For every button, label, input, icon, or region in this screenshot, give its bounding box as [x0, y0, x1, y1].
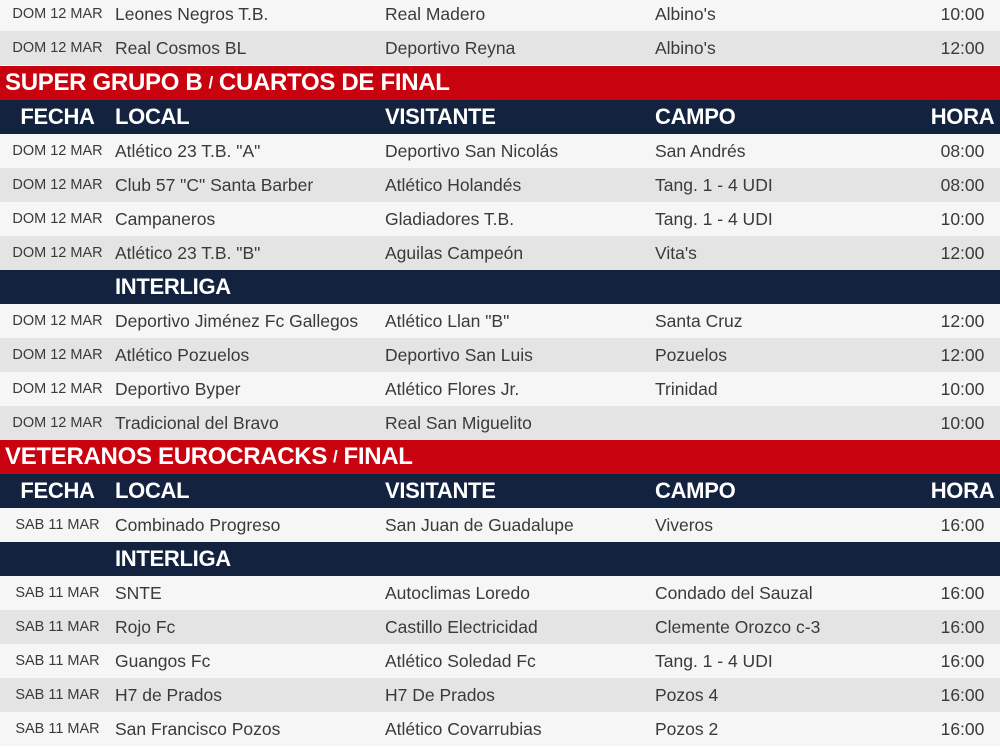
- match-time: 10:00: [940, 208, 985, 229]
- match-time: 08:00: [940, 174, 985, 195]
- header-visitante: VISITANTE: [385, 478, 496, 503]
- field-name: Vita's: [655, 242, 697, 263]
- field-name: Clemente Orozco c-3: [655, 616, 821, 637]
- match-time: 10:00: [940, 378, 985, 399]
- home-team: Atlético 23 T.B. "A": [115, 140, 261, 161]
- away-team: Atlético Covarrubias: [385, 718, 542, 739]
- away-team: Atlético Soledad Fc: [385, 650, 536, 671]
- field-name: Santa Cruz: [655, 310, 743, 331]
- home-team: San Francisco Pozos: [115, 718, 281, 739]
- home-team: Atlético 23 T.B. "B": [115, 242, 261, 263]
- field-name: Pozos 4: [655, 684, 719, 705]
- header-hora: HORA: [930, 478, 995, 503]
- home-team: Leones Negros T.B.: [115, 3, 269, 24]
- away-team: Deportivo San Nicolás: [385, 140, 559, 161]
- section-name: SUPER GRUPO B: [5, 69, 203, 96]
- header-visitante: VISITANTE: [385, 104, 496, 129]
- match-row: [0, 338, 1000, 372]
- match-date: DOM 12 MAR: [12, 381, 103, 397]
- header-local: LOCAL: [115, 104, 190, 129]
- match-time: 12:00: [940, 310, 985, 331]
- field-name: Tang. 1 - 4 UDI: [655, 650, 773, 671]
- match-row: [0, 372, 1000, 406]
- away-team: Atlético Holandés: [385, 174, 522, 195]
- match-date: DOM 12 MAR: [12, 177, 103, 193]
- away-team: Aguilas Campeón: [385, 242, 524, 263]
- home-team: Rojo Fc: [115, 616, 176, 637]
- match-date: DOM 12 MAR: [12, 347, 103, 363]
- column-header-row: [0, 100, 1000, 134]
- match-time: 16:00: [940, 616, 985, 637]
- header-campo: CAMPO: [655, 478, 736, 503]
- away-team: Deportivo San Luis: [385, 344, 533, 365]
- field-name: Tang. 1 - 4 UDI: [655, 208, 773, 229]
- match-row: [0, 304, 1000, 338]
- match-row: [0, 202, 1000, 236]
- interliga-header: [0, 270, 1000, 304]
- away-team: Real San Miguelito: [385, 412, 532, 433]
- match-time: 16:00: [940, 718, 985, 739]
- match-time: 10:00: [940, 412, 985, 433]
- match-date: SAB 11 MAR: [15, 721, 100, 737]
- section-separator: /: [208, 73, 213, 92]
- away-team: Castillo Electricidad: [385, 616, 538, 637]
- away-team: H7 De Prados: [385, 684, 495, 705]
- column-header-row: [0, 474, 1000, 508]
- match-date: DOM 12 MAR: [12, 313, 103, 329]
- match-time: 08:00: [940, 140, 985, 161]
- field-name: Albino's: [655, 3, 716, 24]
- section-title-veteranos: [0, 440, 1000, 474]
- field-name: Tang. 1 - 4 UDI: [655, 174, 773, 195]
- match-row: [0, 406, 1000, 440]
- interliga-header: [0, 542, 1000, 576]
- section-phase: CUARTOS DE FINAL: [218, 69, 450, 96]
- header-campo: CAMPO: [655, 104, 736, 129]
- match-time: 16:00: [940, 514, 985, 535]
- away-team: Gladiadores T.B.: [385, 208, 515, 229]
- away-team: Autoclimas Loredo: [385, 582, 530, 603]
- match-row: [0, 168, 1000, 202]
- away-team: Atlético Llan "B": [385, 310, 510, 331]
- match-row: [0, 610, 1000, 644]
- match-date: SAB 11 MAR: [15, 517, 100, 533]
- home-team: Atlético Pozuelos: [115, 344, 250, 365]
- match-time: 12:00: [940, 344, 985, 365]
- field-name: Pozos 2: [655, 718, 719, 739]
- interliga-label: INTERLIGA: [115, 274, 231, 299]
- away-team: Atlético Flores Jr.: [385, 378, 520, 399]
- home-team: Club 57 "C" Santa Barber: [115, 174, 314, 195]
- section-title-super-grupo-b: [0, 66, 1000, 100]
- match-row: [0, 576, 1000, 610]
- field-name: San Andrés: [655, 140, 746, 161]
- match-date: SAB 11 MAR: [15, 585, 100, 601]
- match-row: [0, 31, 1000, 65]
- match-time: 12:00: [940, 242, 985, 263]
- header-fecha: FECHA: [20, 104, 95, 129]
- match-row: [0, 508, 1000, 542]
- section-separator: /: [333, 447, 338, 466]
- home-team: Deportivo Jiménez Fc Gallegos: [115, 310, 359, 331]
- match-time: 10:00: [940, 3, 985, 24]
- match-time: 12:00: [940, 37, 985, 58]
- match-date: DOM 12 MAR: [12, 211, 103, 227]
- home-team: Guangos Fc: [115, 650, 211, 671]
- match-row: [0, 712, 1000, 746]
- away-team: Deportivo Reyna: [385, 37, 516, 58]
- away-team: San Juan de Guadalupe: [385, 514, 574, 535]
- match-row: [0, 134, 1000, 168]
- home-team: Tradicional del Bravo: [115, 412, 279, 433]
- section-phase: FINAL: [343, 443, 413, 470]
- match-date: DOM 12 MAR: [12, 245, 103, 261]
- match-date: SAB 11 MAR: [15, 619, 100, 635]
- header-local: LOCAL: [115, 478, 190, 503]
- field-name: Pozuelos: [655, 344, 727, 365]
- home-team: Campaneros: [115, 208, 216, 229]
- header-fecha: FECHA: [20, 478, 95, 503]
- match-row: [0, 678, 1000, 712]
- match-date: DOM 12 MAR: [12, 415, 103, 431]
- match-date: SAB 11 MAR: [15, 687, 100, 703]
- section-name: VETERANOS EUROCRACKS: [5, 443, 328, 470]
- match-date: DOM 12 MAR: [12, 143, 103, 159]
- match-row: [0, 0, 1000, 31]
- match-date: SAB 11 MAR: [15, 653, 100, 669]
- match-time: 16:00: [940, 684, 985, 705]
- match-row: [0, 644, 1000, 678]
- match-time: 16:00: [940, 582, 985, 603]
- field-name: Condado del Sauzal: [655, 582, 813, 603]
- match-date: DOM 12 MAR: [12, 40, 103, 56]
- home-team: Combinado Progreso: [115, 514, 281, 535]
- field-name: Albino's: [655, 37, 716, 58]
- away-team: Real Madero: [385, 3, 486, 24]
- home-team: Real Cosmos BL: [115, 37, 247, 58]
- interliga-label: INTERLIGA: [115, 546, 231, 571]
- home-team: H7 de Prados: [115, 684, 223, 705]
- match-row: [0, 236, 1000, 270]
- header-hora: HORA: [930, 104, 995, 129]
- home-team: SNTE: [115, 582, 162, 603]
- home-team: Deportivo Byper: [115, 378, 241, 399]
- match-time: 16:00: [940, 650, 985, 671]
- match-date: DOM 12 MAR: [12, 6, 103, 22]
- field-name: Viveros: [655, 514, 714, 535]
- field-name: Trinidad: [655, 378, 718, 399]
